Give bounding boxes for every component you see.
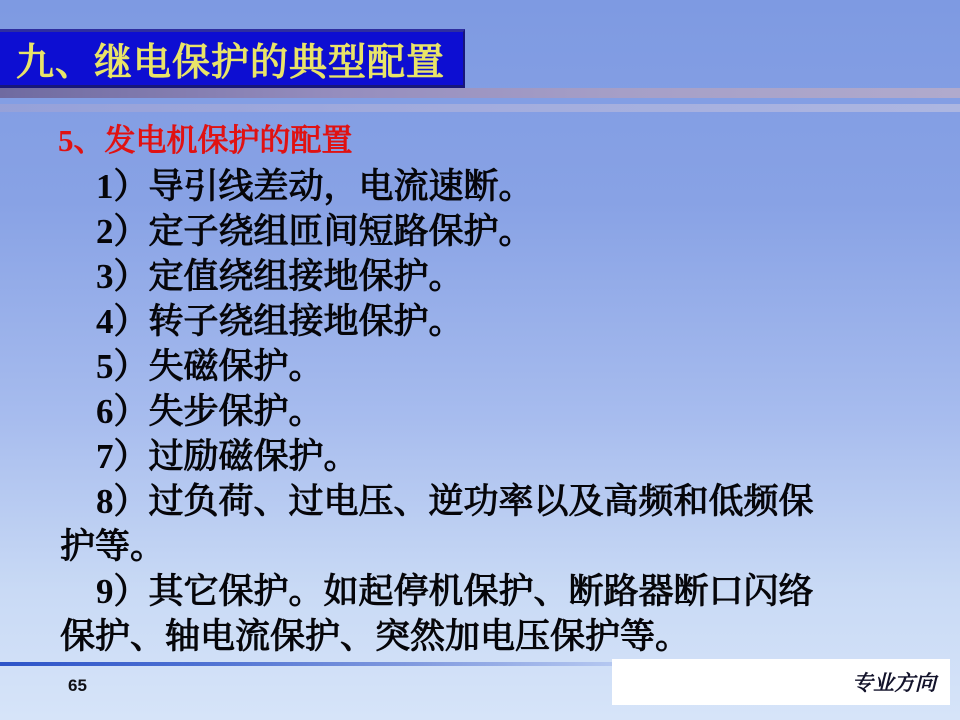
section-heading: 5、发电机保护的配置 — [58, 123, 353, 158]
list-line-9: 9）其它保护。如起停机保护、断路器断口闪络 — [96, 572, 814, 611]
list-line-4: 4）转子绕组接地保护。 — [96, 302, 464, 341]
logo-text: 专业方向 — [852, 671, 936, 695]
list-line-8-wrap: 护等。 — [60, 527, 166, 566]
slide-title: 九、继电保护的典型配置 — [16, 42, 446, 84]
divider-stripe-bottom — [0, 104, 960, 112]
list-line-3: 3）定值绕组接地保护。 — [96, 257, 464, 296]
page-number: 65 — [68, 676, 87, 695]
list-line-7: 7）过励磁保护。 — [96, 437, 359, 476]
logo-box — [612, 659, 950, 705]
list-line-6: 6）失步保护。 — [96, 392, 324, 431]
list-line-2: 2）定子绕组匝间短路保护。 — [96, 212, 534, 251]
list-line-9-wrap: 保护、轴电流保护、突然加电压保护等。 — [60, 617, 691, 656]
list-line-8: 8）过负荷、过电压、逆功率以及高频和低频保 — [96, 482, 814, 521]
title-bar — [0, 29, 465, 88]
slide-body — [0, 118, 960, 659]
divider-stripe-top — [0, 88, 960, 98]
list-line-1: 1）导引线差动，电流速断。 — [96, 167, 534, 206]
list-line-5: 5）失磁保护。 — [96, 347, 324, 386]
